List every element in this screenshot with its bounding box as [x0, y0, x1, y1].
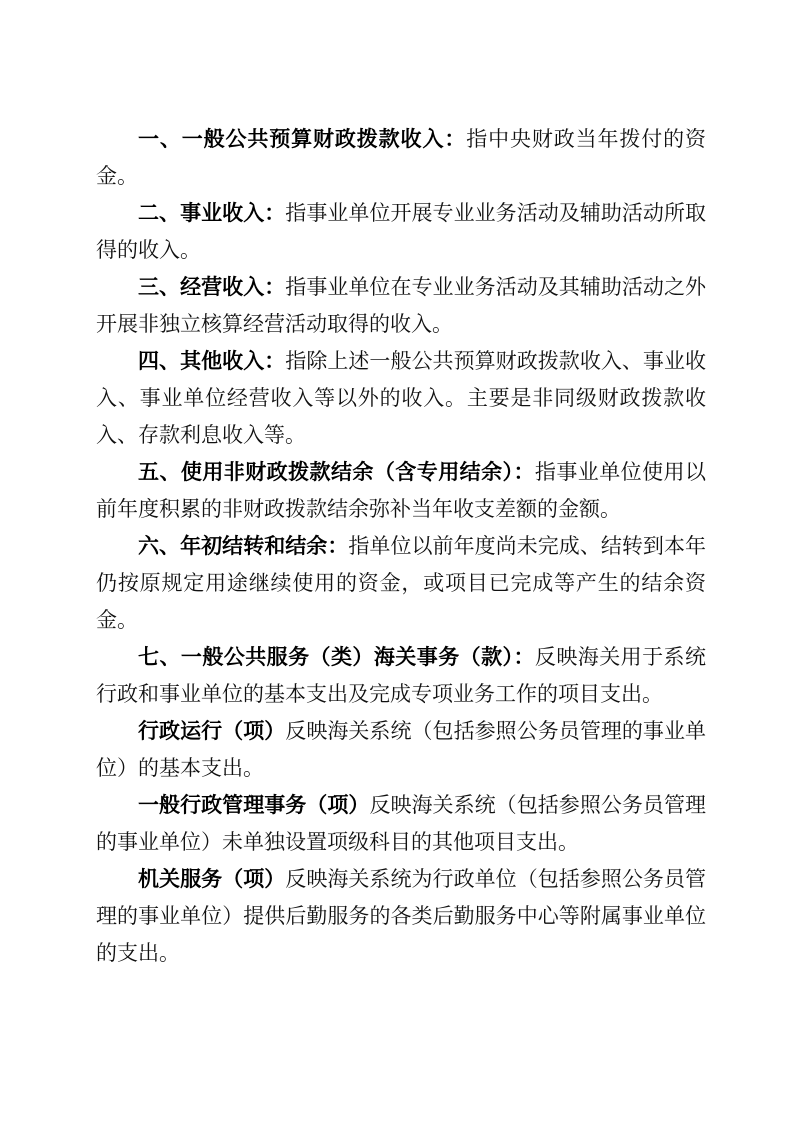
- term-definition: 指事业单位使用以前年度积累的非财政拨款结余弥补当年收支差额的金额。: [96, 460, 707, 521]
- term-definition: 指中央财政当年拨付的资金。: [96, 127, 707, 188]
- paragraph-non-fiscal-balance: [96, 454, 706, 528]
- term-definition: 指单位以前年度尚未完成、结转到本年仍按原规定用途继续使用的资金，或项目已完成等产生的结余资金。: [96, 534, 707, 632]
- term-definition: 反映海关系统（包括参照公务员管理的事业单位）未单独设置项级科目的其他项目支出。: [96, 793, 707, 854]
- term-heading: 七、一般公共服务（类）海关事务（款）：: [138, 645, 535, 669]
- term-definition: 反映海关系统（包括参照公务员管理的事业单位）的基本支出。: [96, 719, 707, 780]
- term-heading: 二、事业收入：: [138, 201, 286, 225]
- term-definition: 指事业单位开展专业业务活动及辅助活动所取得的收入。: [96, 201, 707, 262]
- term-heading: 行政运行（项）: [138, 719, 286, 743]
- paragraph-other-revenue: [96, 343, 706, 454]
- paragraph-business-revenue: [96, 195, 706, 269]
- document-page: [96, 121, 706, 972]
- term-heading: 机关服务（项）: [138, 867, 286, 891]
- term-heading: 一、一般公共预算财政拨款收入：: [138, 127, 467, 151]
- term-definition: 指事业单位在专业业务活动及其辅助活动之外开展非独立核算经营活动取得的收入。: [96, 275, 707, 336]
- term-heading: 三、经营收入：: [138, 275, 286, 299]
- paragraph-general-budget-revenue: [96, 121, 706, 195]
- paragraph-agency-services: [96, 861, 706, 972]
- paragraph-carryover-balance: [96, 528, 706, 639]
- paragraph-general-administration: [96, 787, 706, 861]
- paragraph-administrative-operation: [96, 713, 706, 787]
- term-definition: 反映海关系统为行政单位（包括参照公务员管理的事业单位）提供后勤服务的各类后勤服务中心等附属事业单位的支出。: [96, 867, 707, 965]
- term-heading: 四、其他收入：: [138, 349, 286, 373]
- term-heading: 五、使用非财政拨款结余（含专用结余）：: [138, 460, 535, 484]
- term-heading: 一般行政管理事务（项）: [138, 793, 370, 817]
- paragraph-customs-affairs: [96, 639, 706, 713]
- term-heading: 六、年初结转和结余：: [138, 534, 349, 558]
- paragraph-operating-revenue: [96, 269, 706, 343]
- term-definition: 指除上述一般公共预算财政拨款收入、事业收入、事业单位经营收入等以外的收入。主要是非同级财政拨款收入、存款利息收入等。: [96, 349, 707, 447]
- term-definition: 反映海关用于系统行政和事业单位的基本支出及完成专项业务工作的项目支出。: [96, 645, 707, 706]
